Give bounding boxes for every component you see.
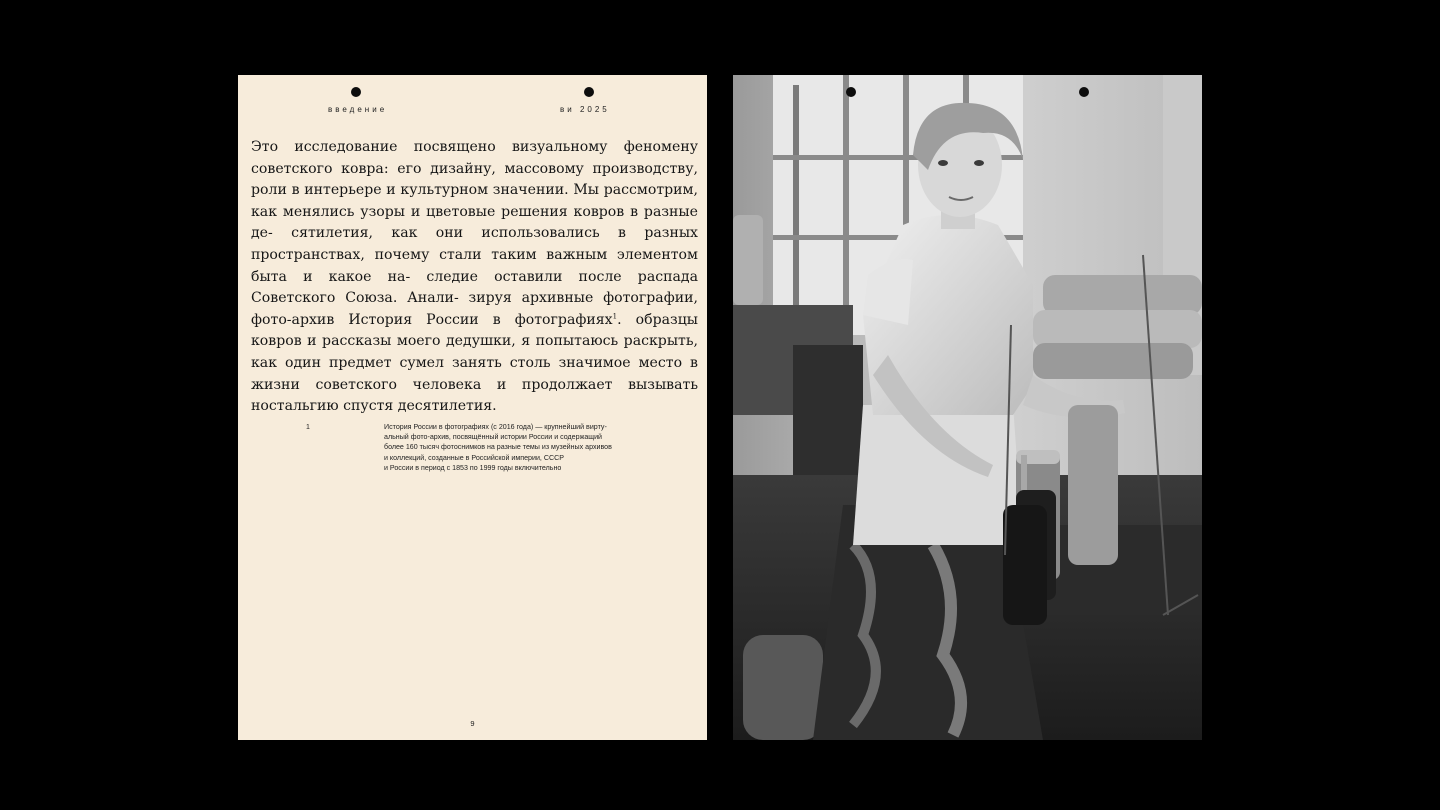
footnote-line: альный фото-архив, посвящённый истории России и содержащий xyxy=(384,433,603,442)
footnote-text xyxy=(384,422,646,473)
binder-hole-icon xyxy=(584,87,594,97)
body-line: в фотографиях xyxy=(492,311,613,328)
running-head-date: ви 2025 xyxy=(560,105,610,114)
footnote-number: 1 xyxy=(306,424,310,431)
body-line: менялись узоры и цветовые решения ковров в разные де- xyxy=(251,203,698,242)
archival-photo-icon xyxy=(733,75,1202,740)
body-paragraph xyxy=(251,137,698,418)
footnote-line: История России в фотографиях (с 2016 года) — крупнейший вирту- xyxy=(384,423,607,431)
body-line: советского ковра: его дизайну, массовому производству, роли xyxy=(251,160,698,199)
right-page-photo xyxy=(733,75,1202,740)
footnote-line: и коллекций, созданные в Российской империи, СССР xyxy=(384,453,564,462)
body-line: сятилетия, как они использовались в разных пространствах, xyxy=(251,225,699,263)
body-line: почему стали таким важным элементом быта и какое на- xyxy=(251,246,698,285)
body-line: следие оставили после распада Советского Союза. Анали- xyxy=(251,268,698,307)
footnote-line: более 160 тысяч фотоснимков на разные темы из музейных архивов xyxy=(384,443,612,452)
running-head-section: введение xyxy=(328,105,388,114)
body-line: Это исследование посвящено визуальному феномену xyxy=(251,139,698,155)
body-line: . образцы ковров и рассказы моего дедушки, xyxy=(251,311,698,350)
binder-hole-icon xyxy=(351,87,361,97)
body-line: значимое место в жизни советского человека и продолжает xyxy=(251,354,698,393)
page-number: 9 xyxy=(470,719,475,728)
body-line: зируя архивные фотографии, фото-архив История России xyxy=(251,290,698,328)
body-line: в интерьере и культурном значении. Мы рассмотрим, как xyxy=(251,182,699,220)
footnote-marker[interactable]: 1 xyxy=(612,312,618,321)
body-line: я попытаюсь раскрыть, как один предмет сумел занять столь xyxy=(251,333,698,371)
body-line: вызывать ностальгию спустя десятилетия. xyxy=(251,376,698,415)
footnote-line: и России в период с 1853 по 1999 годы включительно xyxy=(384,463,562,472)
left-page xyxy=(238,75,707,740)
